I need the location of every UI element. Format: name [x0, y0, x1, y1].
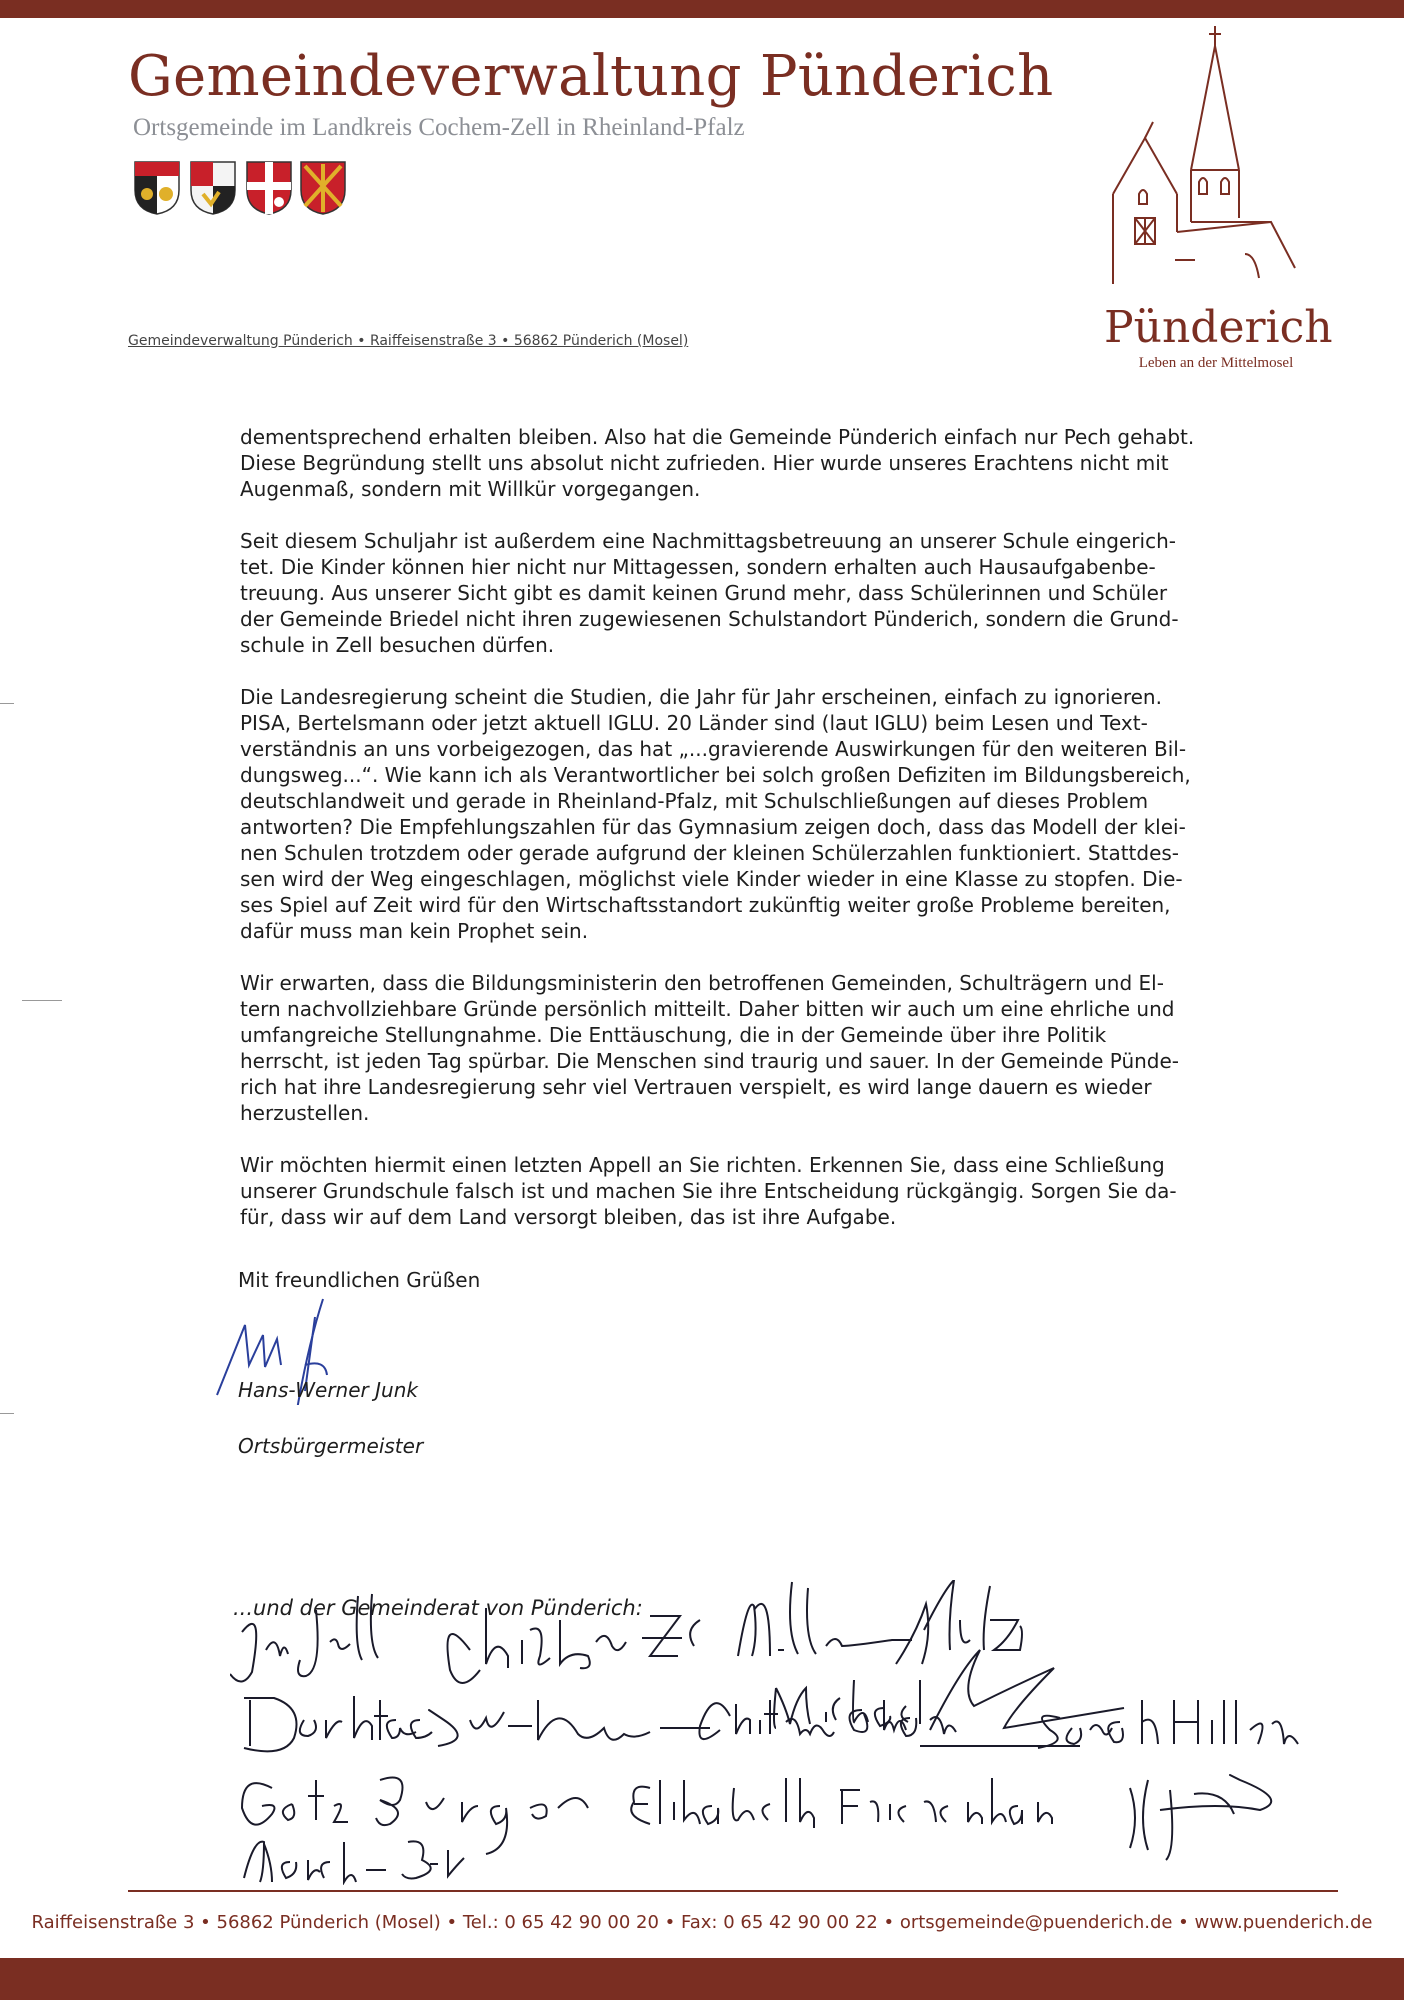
council-signature — [642, 1616, 700, 1656]
council-heading: ...und der Gemeinderat von Pünderich: — [233, 1596, 643, 1620]
text-line: Seit diesem Schuljahr ist außerdem eine Nachmittagsbetreuung an unserer Schule eingerich- — [240, 529, 1176, 553]
text-line: dungsweg...“. Wie kann ich als Verantwortlicher bei solch großen Defiziten im Bildungsbereich, — [240, 763, 1191, 787]
church-logo-icon — [1095, 22, 1315, 312]
text-line: tet. Die Kinder können hier nicht nur Mittagessen, sondern erhalten auch Hausaufgabenbe- — [240, 555, 1156, 579]
footer-rule — [128, 1890, 1338, 1892]
council-signature — [242, 1778, 588, 1855]
text-line: Wir erwarten, dass die Bildungsministerin den betroffenen Gemeinden, Schulträgern und El- — [240, 971, 1164, 995]
text-line: herrscht, ist jeden Tag spürbar. Die Menschen sind traurig und sauer. In der Gemeinde Pünde- — [240, 1049, 1180, 1073]
paragraph — [240, 528, 1275, 658]
org-title: Gemeindeverwaltung Pünderich — [128, 44, 1054, 109]
council-signature — [230, 1594, 378, 1682]
text-line: rich hat ihre Landesregierung sehr viel Vertrauen verspielt, es wird lange dauern es wieder — [240, 1075, 1152, 1099]
footer-contact: Raiffeisenstraße 3 • 56862 Pünderich (Mosel) • Tel.: 0 65 42 90 00 20 • Fax: 0 65 42 90 00 22 • ortsgemeinde@puenderich.de • www.puenderich.de — [31, 1912, 1373, 1933]
council-signature — [699, 1700, 956, 1739]
paragraph — [240, 684, 1275, 944]
text-line: deutschlandweit und gerade in Rheinland-Pfalz, mit Schulschließungen auf dieses Problem — [240, 789, 1149, 813]
paragraph — [240, 424, 1275, 502]
logo-tagline: Leben an der Mittelmosel — [1138, 355, 1294, 371]
crest-district-icon — [247, 162, 291, 214]
fold-mark — [0, 1413, 14, 1414]
text-line: dementsprechend erhalten bleiben. Also hat die Gemeinde Pünderich einfach nur Pech gehabt. — [240, 425, 1195, 449]
text-line: Diese Begründung stellt uns absolut nicht zufrieden. Hier wurde unseres Erachtens nicht mit — [240, 451, 1169, 475]
paragraph — [240, 970, 1275, 1126]
top-border — [0, 0, 1404, 18]
text-line: Die Landesregierung scheint die Studien, die Jahr für Jahr erscheinen, einfach zu ignorieren. — [240, 685, 1162, 709]
council-signature — [1038, 1700, 1298, 1748]
council-signature — [738, 1582, 912, 1656]
council-signature — [896, 1580, 1022, 1664]
council-signature — [448, 1608, 627, 1683]
crest-puenderich-icon — [301, 162, 345, 214]
fold-mark — [0, 703, 14, 704]
council-signature — [920, 1650, 1124, 1746]
text-line: antworten? Die Empfehlungszahlen für das Gymnasium zeigen doch, dass das Modell der klei- — [240, 815, 1186, 839]
fold-mark — [22, 1000, 62, 1001]
coat-of-arms-row — [133, 160, 348, 216]
signer-role: Ortsbürgermeister — [238, 1434, 424, 1458]
text-line: tern nachvollziehbare Gründe persönlich mitteilt. Daher bitten wir auch um eine ehrliche und — [240, 997, 1175, 1021]
council-signatures — [230, 1580, 1370, 1885]
text-line: Augenmaß, sondern mit Willkür vorgegangen. — [240, 477, 701, 501]
text-line: Wir möchten hiermit einen letzten Appell an Sie richten. Erkennen Sie, dass eine Schließung — [240, 1153, 1165, 1177]
sender-address-line: Gemeindeverwaltung Pünderich • Raiffeisenstraße 3 • 56862 Pünderich (Mosel) — [128, 333, 689, 349]
text-line: sen wird der Weg eingeschlagen, möglichst viele Kinder wieder in eine Klasse zu stopfen. Die- — [240, 867, 1183, 891]
crest-cochem-zell-icon — [191, 162, 235, 214]
council-signature — [244, 1841, 464, 1882]
text-line: ses Spiel auf Zeit wird für den Wirtschaftsstandort zukünftig weiter große Probleme bereiten, — [240, 893, 1171, 917]
council-signature — [1130, 1775, 1271, 1860]
text-line: der Gemeinde Briedel nicht ihren zugewiesenen Schulstandort Pünderich, sondern die Grund- — [240, 607, 1179, 631]
text-line: nen Schulen trotzdem oder gerade aufgrund der kleinen Schülerzahlen funktioniert. Stattdes- — [240, 841, 1180, 865]
council-signature — [244, 1696, 710, 1751]
letter-body — [240, 424, 1275, 1256]
closing-salutation: Mit freundlichen Grüßen — [238, 1268, 481, 1292]
logo-wordmark: Pünderich — [1104, 302, 1333, 353]
text-line: verständnis an uns vorbeigezogen, das hat „...gravierende Auswirkungen für den weiteren Bil- — [240, 737, 1187, 761]
text-line: für, dass wir auf dem Land versorgt bleiben, das ist ihre Aufgabe. — [240, 1205, 897, 1229]
org-subtitle: Ortsgemeinde im Landkreis Cochem-Zell in Rheinland-Pfalz — [133, 114, 745, 141]
paragraph — [240, 1152, 1275, 1230]
text-line: umfangreiche Stellungnahme. Die Enttäuschung, die in der Gemeinde über ihre Politik — [240, 1023, 1107, 1047]
bottom-border — [0, 1958, 1404, 2000]
text-line: schule in Zell besuchen dürfen. — [240, 633, 555, 657]
text-line: dafür muss man kein Prophet sein. — [240, 919, 589, 943]
text-line: PISA, Bertelsmann oder jetzt aktuell IGLU. 20 Länder sind (laut IGLU) beim Lesen und Text- — [240, 711, 1148, 735]
signer-name: Hans-Werner Junk — [238, 1378, 418, 1402]
text-line: unserer Grundschule falsch ist und machen Sie ihre Entscheidung rückgängig. Sorgen Sie da- — [240, 1179, 1177, 1203]
council-signature — [631, 1778, 1052, 1828]
text-line: treuung. Aus unserer Sicht gibt es damit keinen Grund mehr, dass Schülerinnen und Schüler — [240, 581, 1168, 605]
text-line: herzustellen. — [240, 1101, 370, 1125]
crest-rheinland-pfalz-icon — [135, 162, 179, 214]
